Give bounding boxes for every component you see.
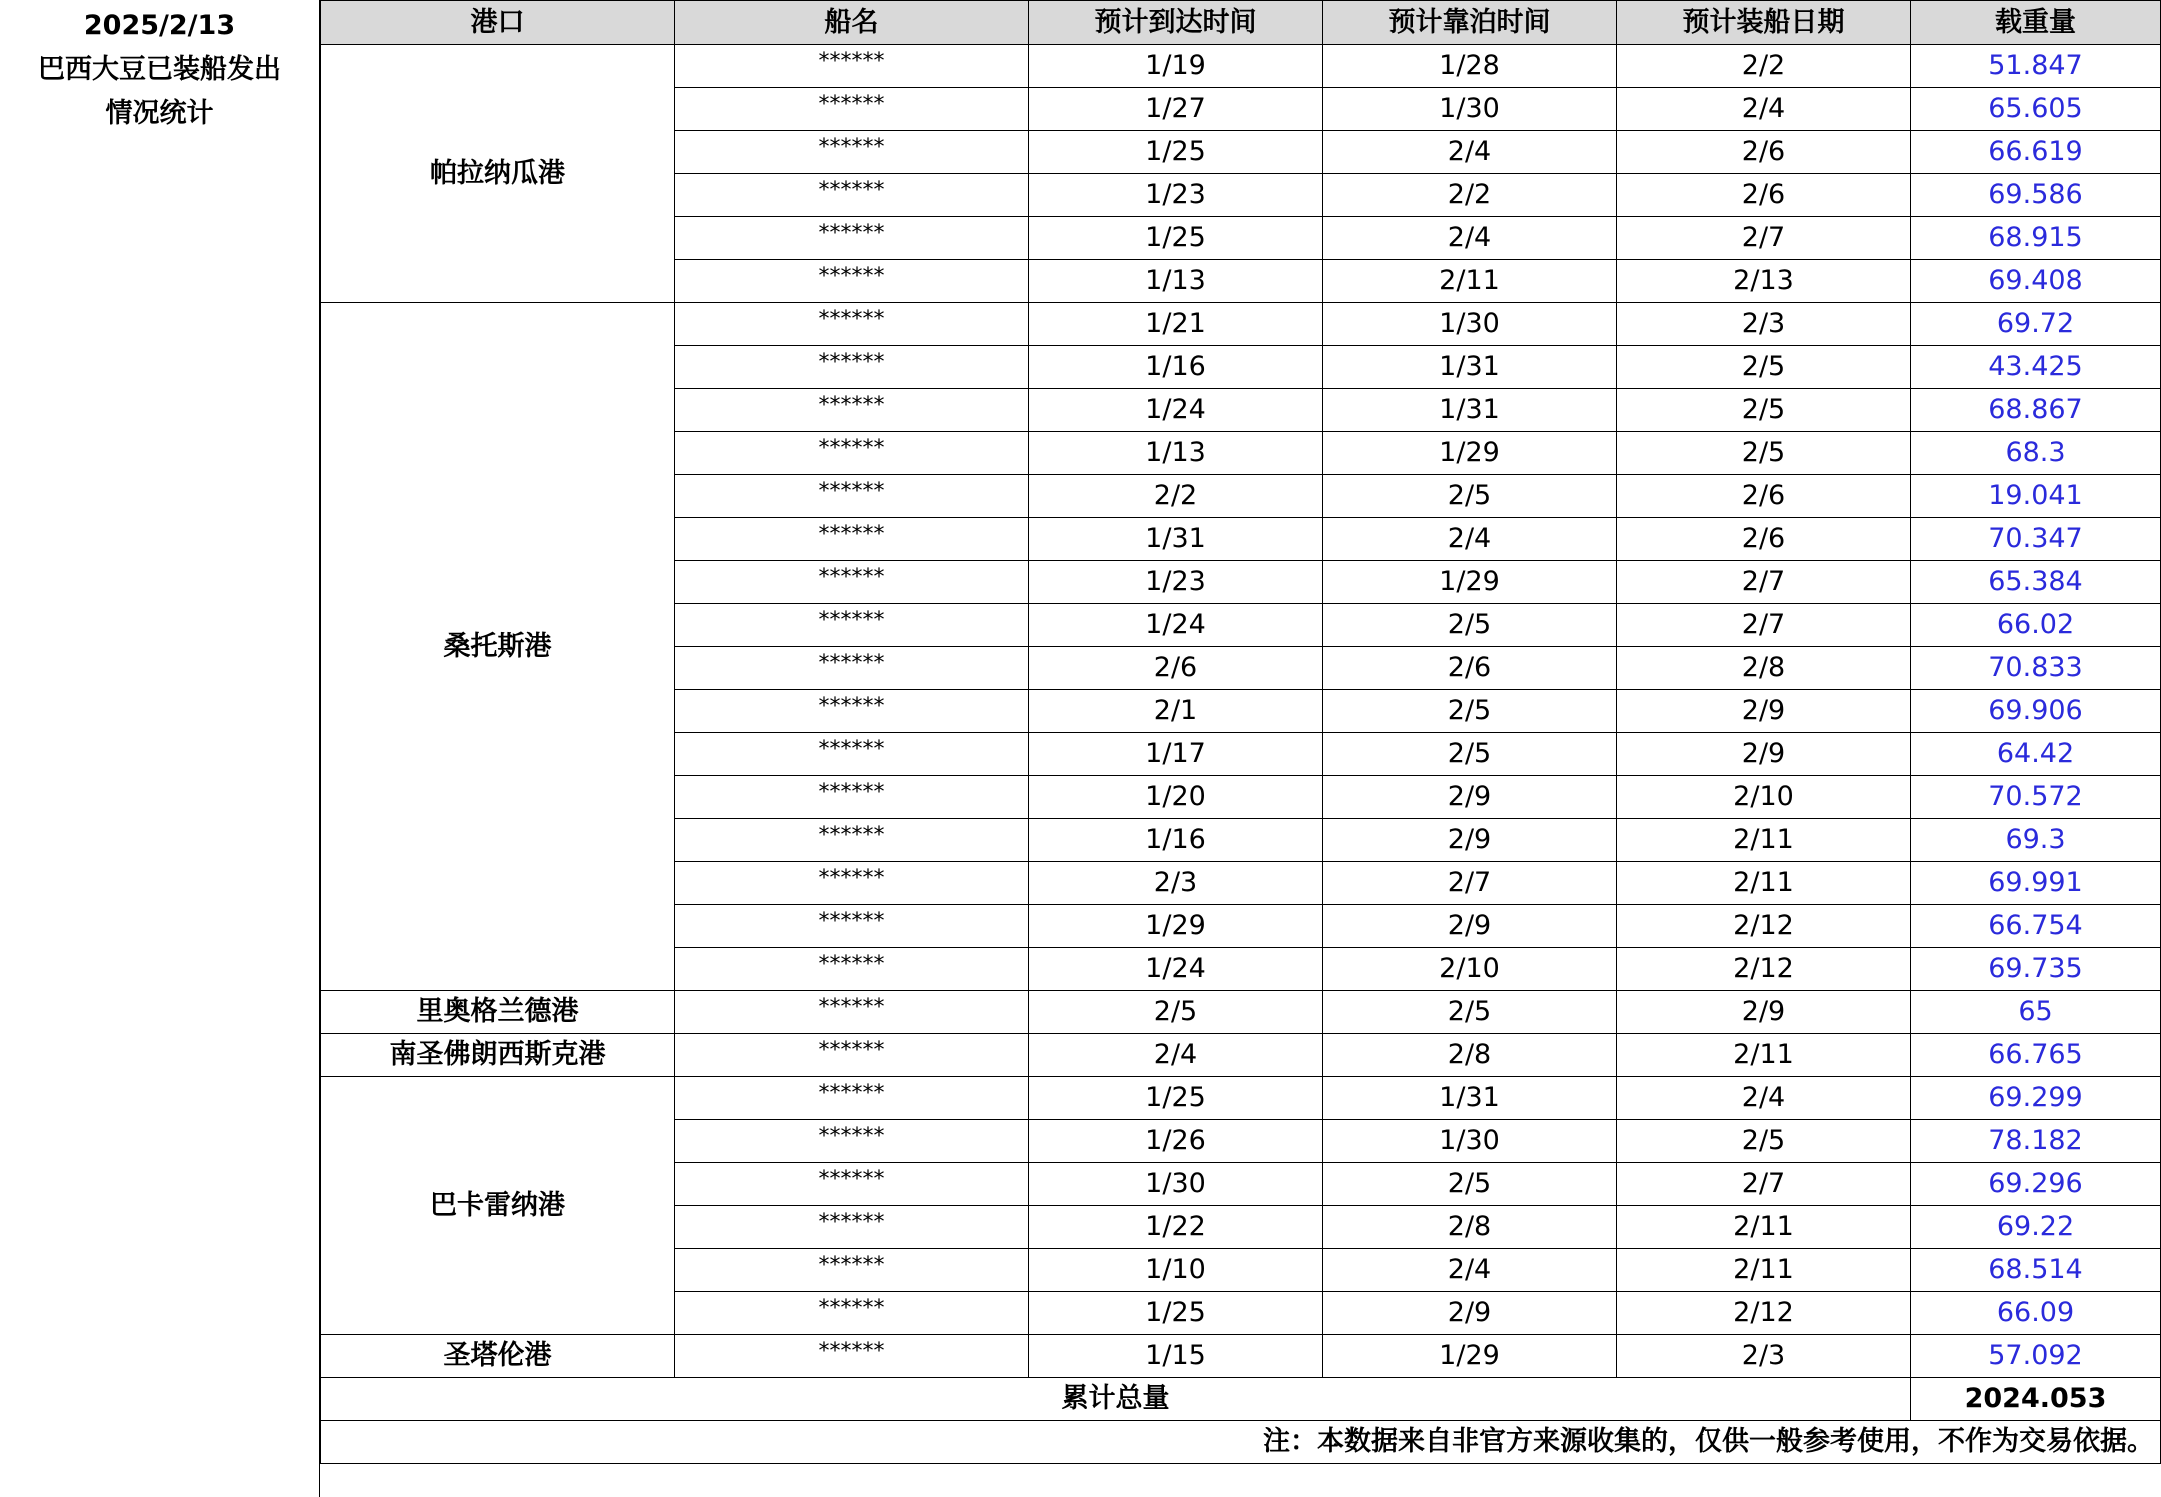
loading-date-cell: 2/5: [1617, 432, 1911, 475]
eta-cell: 2/6: [1029, 647, 1323, 690]
weight-cell: 51.847: [1911, 45, 2161, 88]
table-row: [321, 1077, 2161, 1120]
etb-cell: 1/31: [1323, 389, 1617, 432]
weight-cell: 57.092: [1911, 1335, 2161, 1378]
vessel-name: ******: [675, 432, 1029, 475]
etb-cell: 1/29: [1323, 1335, 1617, 1378]
etb-cell: 2/4: [1323, 131, 1617, 174]
weight-cell: 68.867: [1911, 389, 2161, 432]
port-name: 里奥格兰德港: [321, 991, 675, 1034]
etb-cell: 2/4: [1323, 1249, 1617, 1292]
eta-cell: 1/29: [1029, 905, 1323, 948]
loading-date-cell: 2/8: [1617, 647, 1911, 690]
etb-cell: 2/5: [1323, 475, 1617, 518]
weight-cell: 43.425: [1911, 346, 2161, 389]
eta-cell: 1/15: [1029, 1335, 1323, 1378]
weight-cell: 69.22: [1911, 1206, 2161, 1249]
loading-date-cell: 2/3: [1617, 1335, 1911, 1378]
shipment-table: [320, 0, 2161, 1464]
weight-cell: 70.347: [1911, 518, 2161, 561]
eta-cell: 1/24: [1029, 604, 1323, 647]
etb-cell: 2/5: [1323, 1163, 1617, 1206]
weight-cell: 68.514: [1911, 1249, 2161, 1292]
eta-cell: 2/4: [1029, 1034, 1323, 1077]
etb-cell: 2/9: [1323, 1292, 1617, 1335]
vessel-name: ******: [675, 389, 1029, 432]
eta-cell: 1/24: [1029, 948, 1323, 991]
eta-cell: 1/21: [1029, 303, 1323, 346]
vessel-name: ******: [675, 303, 1029, 346]
shipment-rows: [321, 45, 2161, 1378]
vessel-name: ******: [675, 88, 1029, 131]
source-note: 注：本数据来自非官方来源收集的，仅供一般参考使用，不作为交易依据。: [321, 1421, 2161, 1464]
loading-date-cell: 2/6: [1617, 475, 1911, 518]
weight-cell: 68.915: [1911, 217, 2161, 260]
vessel-name: ******: [675, 862, 1029, 905]
weight-cell: 69.299: [1911, 1077, 2161, 1120]
vessel-name: ******: [675, 45, 1029, 88]
loading-date-cell: 2/11: [1617, 1249, 1911, 1292]
eta-cell: 2/1: [1029, 690, 1323, 733]
weight-cell: 66.619: [1911, 131, 2161, 174]
loading-date-cell: 2/3: [1617, 303, 1911, 346]
etb-cell: 2/10: [1323, 948, 1617, 991]
header-row: [321, 1, 2161, 45]
weight-cell: 69.408: [1911, 260, 2161, 303]
loading-date-cell: 2/11: [1617, 819, 1911, 862]
eta-cell: 1/25: [1029, 1077, 1323, 1120]
vessel-name: ******: [675, 561, 1029, 604]
etb-cell: 1/31: [1323, 1077, 1617, 1120]
eta-cell: 1/25: [1029, 1292, 1323, 1335]
port-name: 南圣佛朗西斯克港: [321, 1034, 675, 1077]
loading-date-cell: 2/4: [1617, 88, 1911, 131]
loading-date-cell: 2/11: [1617, 1206, 1911, 1249]
loading-date-cell: 2/6: [1617, 518, 1911, 561]
eta-cell: 1/10: [1029, 1249, 1323, 1292]
vessel-name: ******: [675, 518, 1029, 561]
weight-cell: 65: [1911, 991, 2161, 1034]
vessel-name: ******: [675, 604, 1029, 647]
vessel-name: ******: [675, 1335, 1029, 1378]
report-title-block: [0, 0, 320, 1497]
loading-date-cell: 2/12: [1617, 948, 1911, 991]
loading-date-cell: 2/7: [1617, 561, 1911, 604]
eta-cell: 2/3: [1029, 862, 1323, 905]
etb-cell: 1/29: [1323, 432, 1617, 475]
weight-cell: 69.991: [1911, 862, 2161, 905]
loading-date-cell: 2/7: [1617, 604, 1911, 647]
vessel-name: ******: [675, 174, 1029, 217]
eta-cell: 1/22: [1029, 1206, 1323, 1249]
weight-cell: 69.296: [1911, 1163, 2161, 1206]
weight-cell: 69.586: [1911, 174, 2161, 217]
weight-cell: 70.833: [1911, 647, 2161, 690]
eta-cell: 1/13: [1029, 432, 1323, 475]
etb-cell: 2/6: [1323, 647, 1617, 690]
eta-cell: 1/20: [1029, 776, 1323, 819]
weight-cell: 66.02: [1911, 604, 2161, 647]
vessel-name: ******: [675, 217, 1029, 260]
report-title-line-1: 巴西大豆已装船发出: [38, 54, 281, 85]
total-label: 累计总量: [321, 1378, 1911, 1421]
eta-cell: 1/16: [1029, 346, 1323, 389]
report-title-line-2: 情况统计: [105, 98, 214, 129]
header-eta: 预计到达时间: [1029, 1, 1323, 45]
weight-cell: 66.765: [1911, 1034, 2161, 1077]
weight-cell: 66.09: [1911, 1292, 2161, 1335]
port-name: 桑托斯港: [321, 303, 675, 991]
loading-date-cell: 2/4: [1617, 1077, 1911, 1120]
etb-cell: 2/8: [1323, 1206, 1617, 1249]
eta-cell: 1/13: [1029, 260, 1323, 303]
eta-cell: 1/31: [1029, 518, 1323, 561]
weight-cell: 65.384: [1911, 561, 2161, 604]
weight-cell: 78.182: [1911, 1120, 2161, 1163]
etb-cell: 2/9: [1323, 776, 1617, 819]
loading-date-cell: 2/9: [1617, 991, 1911, 1034]
etb-cell: 2/11: [1323, 260, 1617, 303]
table-row: [321, 1335, 2161, 1378]
eta-cell: 2/2: [1029, 475, 1323, 518]
weight-cell: 64.42: [1911, 733, 2161, 776]
eta-cell: 1/27: [1029, 88, 1323, 131]
vessel-name: ******: [675, 1206, 1029, 1249]
etb-cell: 2/9: [1323, 819, 1617, 862]
weight-cell: 69.735: [1911, 948, 2161, 991]
vessel-name: ******: [675, 475, 1029, 518]
etb-cell: 1/30: [1323, 88, 1617, 131]
header-vessel: 船名: [675, 1, 1029, 45]
etb-cell: 2/5: [1323, 604, 1617, 647]
loading-date-cell: 2/9: [1617, 690, 1911, 733]
etb-cell: 1/28: [1323, 45, 1617, 88]
eta-cell: 1/24: [1029, 389, 1323, 432]
vessel-name: ******: [675, 1120, 1029, 1163]
loading-date-cell: 2/10: [1617, 776, 1911, 819]
etb-cell: 2/8: [1323, 1034, 1617, 1077]
loading-date-cell: 2/7: [1617, 217, 1911, 260]
loading-date-cell: 2/11: [1617, 862, 1911, 905]
total-row: [321, 1378, 2161, 1421]
loading-date-cell: 2/6: [1617, 174, 1911, 217]
port-name: 圣塔伦港: [321, 1335, 675, 1378]
vessel-name: ******: [675, 1249, 1029, 1292]
etb-cell: 2/5: [1323, 991, 1617, 1034]
weight-cell: 68.3: [1911, 432, 2161, 475]
etb-cell: 2/4: [1323, 217, 1617, 260]
loading-date-cell: 2/13: [1617, 260, 1911, 303]
vessel-name: ******: [675, 1292, 1029, 1335]
eta-cell: 1/25: [1029, 131, 1323, 174]
weight-cell: 69.72: [1911, 303, 2161, 346]
etb-cell: 1/31: [1323, 346, 1617, 389]
note-row: [321, 1421, 2161, 1464]
table-row: [321, 303, 2161, 346]
vessel-name: ******: [675, 647, 1029, 690]
table-row: [321, 1034, 2161, 1077]
eta-cell: 1/26: [1029, 1120, 1323, 1163]
loading-date-cell: 2/5: [1617, 346, 1911, 389]
eta-cell: 1/16: [1029, 819, 1323, 862]
weight-cell: 70.572: [1911, 776, 2161, 819]
etb-cell: 1/30: [1323, 1120, 1617, 1163]
vessel-name: ******: [675, 819, 1029, 862]
etb-cell: 2/5: [1323, 733, 1617, 776]
vessel-name: ******: [675, 991, 1029, 1034]
etb-cell: 2/7: [1323, 862, 1617, 905]
vessel-name: ******: [675, 776, 1029, 819]
vessel-name: ******: [675, 260, 1029, 303]
loading-date-cell: 2/12: [1617, 905, 1911, 948]
vessel-name: ******: [675, 1034, 1029, 1077]
vessel-name: ******: [675, 948, 1029, 991]
header-port: 港口: [321, 1, 675, 45]
etb-cell: 2/9: [1323, 905, 1617, 948]
eta-cell: 1/25: [1029, 217, 1323, 260]
table-row: [321, 991, 2161, 1034]
loading-date-cell: 2/9: [1617, 733, 1911, 776]
vessel-name: ******: [675, 733, 1029, 776]
loading-date-cell: 2/2: [1617, 45, 1911, 88]
vessel-name: ******: [675, 131, 1029, 174]
etb-cell: 1/29: [1323, 561, 1617, 604]
table-row: [321, 45, 2161, 88]
weight-cell: 69.906: [1911, 690, 2161, 733]
header-etb: 预计靠泊时间: [1323, 1, 1617, 45]
eta-cell: 1/17: [1029, 733, 1323, 776]
etb-cell: 1/30: [1323, 303, 1617, 346]
eta-cell: 1/23: [1029, 561, 1323, 604]
weight-cell: 69.3: [1911, 819, 2161, 862]
header-loading: 预计装船日期: [1617, 1, 1911, 45]
eta-cell: 1/30: [1029, 1163, 1323, 1206]
vessel-name: ******: [675, 1163, 1029, 1206]
total-value: 2024.053: [1911, 1378, 2161, 1421]
weight-cell: 66.754: [1911, 905, 2161, 948]
etb-cell: 2/4: [1323, 518, 1617, 561]
loading-date-cell: 2/12: [1617, 1292, 1911, 1335]
eta-cell: 1/19: [1029, 45, 1323, 88]
report-date: 2025/2/13: [83, 10, 236, 41]
port-name: 巴卡雷纳港: [321, 1077, 675, 1335]
vessel-name: ******: [675, 346, 1029, 389]
weight-cell: 19.041: [1911, 475, 2161, 518]
vessel-name: ******: [675, 1077, 1029, 1120]
header-weight: 载重量: [1911, 1, 2161, 45]
loading-date-cell: 2/11: [1617, 1034, 1911, 1077]
etb-cell: 2/2: [1323, 174, 1617, 217]
loading-date-cell: 2/5: [1617, 389, 1911, 432]
loading-date-cell: 2/5: [1617, 1120, 1911, 1163]
loading-date-cell: 2/7: [1617, 1163, 1911, 1206]
loading-date-cell: 2/6: [1617, 131, 1911, 174]
eta-cell: 2/5: [1029, 991, 1323, 1034]
port-name: 帕拉纳瓜港: [321, 45, 675, 303]
etb-cell: 2/5: [1323, 690, 1617, 733]
vessel-name: ******: [675, 690, 1029, 733]
weight-cell: 65.605: [1911, 88, 2161, 131]
eta-cell: 1/23: [1029, 174, 1323, 217]
vessel-name: ******: [675, 905, 1029, 948]
